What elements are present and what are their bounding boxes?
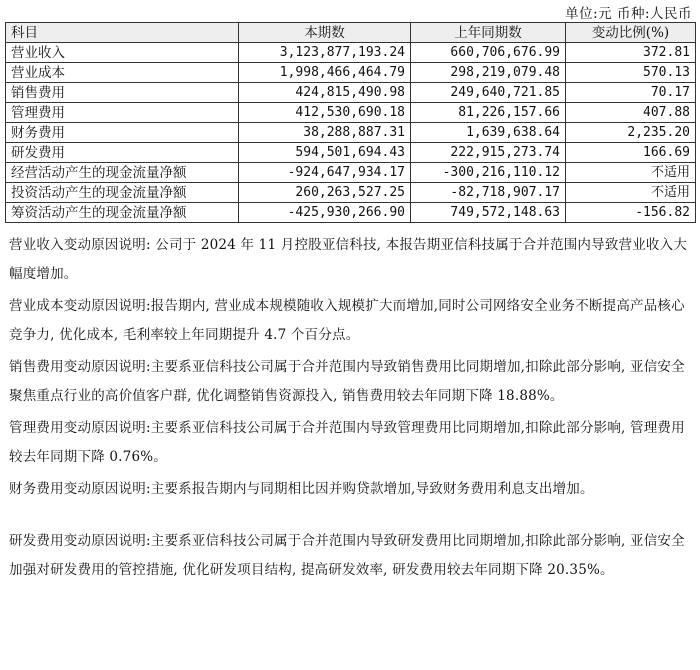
note-selling-expense: 销售费用变动原因说明:主要系亚信科技公司属于合并范围内导致销售费用比同期增加,扣除此部分影响, 亚信安全聚焦重点行业的高价值客户群, 优化调整销售资源投入, 销售费用较去年同期下降 18.88%。 — [9, 359, 685, 404]
table-row — [6, 83, 696, 103]
row-change: 不适用 — [566, 163, 696, 183]
row-current: 412,530,690.18 — [239, 103, 411, 123]
row-item: 研发费用 — [6, 143, 239, 163]
row-current: 424,815,490.98 — [239, 83, 411, 103]
header-change: 变动比例(%) — [566, 23, 696, 43]
row-prior: 298,219,079.48 — [411, 63, 566, 83]
row-prior: 249,640,721.85 — [411, 83, 566, 103]
note-cost: 营业成本变动原因说明:报告期内, 营业成本规模随收入规模扩大而增加,同时公司网络安全业务不断提高产品核心竞争力, 优化成本, 毛利率较上年同期提升 4.7 个百分点。 — [9, 298, 685, 343]
row-current: 3,123,877,193.24 — [239, 43, 411, 63]
header-prior: 上年同期数 — [411, 23, 566, 43]
row-change: 372.81 — [566, 43, 696, 63]
table-row — [6, 143, 696, 163]
financial-table — [5, 22, 696, 223]
unit-currency-label: 单位:元 币种:人民币 — [565, 6, 692, 22]
row-current: 594,501,694.43 — [239, 143, 411, 163]
row-item: 销售费用 — [6, 83, 239, 103]
table-row — [6, 43, 696, 63]
row-item: 投资活动产生的现金流量净额 — [6, 183, 239, 203]
explanation-notes — [9, 231, 695, 588]
header-item: 科目 — [6, 23, 239, 43]
row-change: 407.88 — [566, 103, 696, 123]
row-current: -425,930,266.90 — [239, 203, 411, 223]
row-prior: 222,915,273.74 — [411, 143, 566, 163]
row-item: 筹资活动产生的现金流量净额 — [6, 203, 239, 223]
row-prior: 81,226,157.66 — [411, 103, 566, 123]
note-finance-expense: 财务费用变动原因说明:主要系报告期内与同期相比因并购贷款增加,导致财务费用利息支出增加。 — [9, 481, 594, 497]
row-prior: 749,572,148.63 — [411, 203, 566, 223]
row-item: 管理费用 — [6, 103, 239, 123]
note-rd-expense: 研发费用变动原因说明:主要系亚信科技公司属于合并范围内导致研发费用比同期增加,扣除此部分影响, 亚信安全加强对研发费用的管控措施, 优化研发项目结构, 提高研发效率, 研发费用较去年同期下降 20.35%。 — [9, 533, 685, 578]
table-row — [6, 203, 696, 223]
table-row — [6, 103, 696, 123]
note-admin-expense: 管理费用变动原因说明:主要系亚信科技公司属于合并范围内导致管理费用比同期增加,扣除此部分影响, 管理费用较去年同期下降 0.76%。 — [9, 420, 685, 465]
header-current: 本期数 — [239, 23, 411, 43]
row-change: 不适用 — [566, 183, 696, 203]
row-item: 经营活动产生的现金流量净额 — [6, 163, 239, 183]
table-row — [6, 183, 696, 203]
row-prior: 660,706,676.99 — [411, 43, 566, 63]
row-prior: -82,718,907.17 — [411, 183, 566, 203]
row-item: 营业收入 — [6, 43, 239, 63]
row-current: 1,998,466,464.79 — [239, 63, 411, 83]
table-row — [6, 123, 696, 143]
note-revenue: 营业收入变动原因说明: 公司于 2024 年 11 月控股亚信科技, 本报告期亚信科技属于合并范围内导致营业收入大幅度增加。 — [9, 237, 688, 282]
row-prior: 1,639,638.64 — [411, 123, 566, 143]
row-item: 营业成本 — [6, 63, 239, 83]
row-change: 70.17 — [566, 83, 696, 103]
table-header-row — [6, 23, 696, 43]
row-change: 166.69 — [566, 143, 696, 163]
row-current: 260,263,527.25 — [239, 183, 411, 203]
table-row — [6, 163, 696, 183]
row-current: -924,647,934.17 — [239, 163, 411, 183]
row-change: -156.82 — [566, 203, 696, 223]
row-item: 财务费用 — [6, 123, 239, 143]
row-current: 38,288,887.31 — [239, 123, 411, 143]
row-prior: -300,216,110.12 — [411, 163, 566, 183]
table-row — [6, 63, 696, 83]
row-change: 570.13 — [566, 63, 696, 83]
row-change: 2,235.20 — [566, 123, 696, 143]
